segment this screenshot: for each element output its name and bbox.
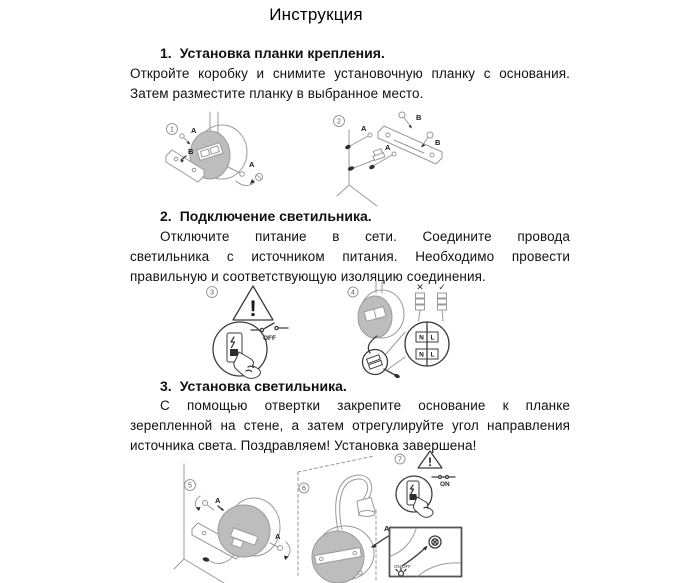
svg-text:!: ! (249, 296, 257, 321)
svg-text:✓: ✓ (438, 282, 446, 292)
power-cord-drawing (202, 555, 234, 563)
figure-4-number-badge (348, 287, 358, 297)
section-1-number: 1. (160, 45, 172, 61)
svg-text:6: 6 (302, 485, 306, 493)
body-line: правильную и соответствующую изоляцию соединения. (130, 269, 486, 284)
svg-text:L: L (430, 334, 435, 342)
lamp-base-drawing (358, 281, 404, 353)
svg-text:N: N (419, 351, 424, 359)
figure-8-detail-box (388, 526, 466, 580)
body-line: Затем разместите планку в выбранное место. (130, 86, 424, 101)
body-line: светильника с источником питания. Необходимо провести (130, 249, 570, 264)
svg-text:B: B (435, 138, 441, 147)
screw-b-right (421, 132, 441, 148)
screw-a-right (270, 532, 290, 560)
section-2-body (130, 227, 570, 287)
figure-2-number-badge (334, 116, 345, 127)
svg-text:L: L (430, 351, 435, 359)
section-2-number: 2. (160, 208, 172, 224)
svg-text:!: ! (428, 455, 432, 469)
svg-text:✕: ✕ (416, 282, 424, 292)
hand-icon (413, 497, 433, 517)
on-switch-symbol-icon (432, 476, 455, 489)
page-title: Инструкция (269, 5, 363, 24)
lamp-head-drawing (357, 498, 375, 517)
detail-box-frame (390, 528, 462, 577)
figure-2-illustration (318, 108, 453, 206)
section-2-heading (160, 208, 372, 224)
body-line: Отключите питание в сети. Соедините провода (160, 229, 570, 244)
warning-triangle-icon (233, 286, 273, 321)
section-2-title: Подключение светильника. (179, 208, 372, 224)
section-1-title: Установка планки крепления. (179, 45, 385, 61)
svg-text:OFF: OFF (263, 335, 276, 342)
wire-connector-drawing (347, 148, 385, 171)
svg-text:2: 2 (337, 118, 341, 126)
switch-press-detail (213, 322, 267, 378)
body-line: С помощью отвертки закрепите основание к планке (160, 398, 570, 413)
svg-text:A: A (191, 126, 197, 135)
svg-text:5: 5 (188, 482, 192, 490)
svg-text:N: N (419, 334, 424, 342)
off-switch-symbol-icon (251, 323, 288, 342)
figure-5-number-badge (185, 480, 196, 491)
wrong-connection-example (416, 282, 425, 321)
body-line: зерепленной на стене, а затем отрегулируйте угол направления (130, 418, 570, 433)
figure-number: 1 (170, 126, 174, 134)
terminal-zoom-big-circle (405, 322, 449, 366)
svg-text:7: 7 (398, 456, 402, 464)
warning-triangle-icon (418, 451, 442, 469)
figure-5-illustration (172, 449, 300, 583)
figure-6-number-badge (299, 483, 309, 493)
screw-b-top (399, 112, 422, 129)
svg-text:A: A (275, 532, 281, 541)
body-line: источника света. Поздравляем! Установка завершена! (130, 438, 477, 453)
body-line: Откройте коробку и снимите установочную планку с основания. (130, 66, 570, 81)
switch-press-detail (396, 476, 433, 517)
section-3-heading (160, 378, 347, 394)
hand-icon (234, 352, 261, 378)
svg-text:A: A (249, 160, 255, 169)
section-3-title: Установка светильника. (179, 378, 347, 394)
figure-7-number-badge (395, 454, 405, 464)
section-1-body (130, 64, 570, 104)
section-1-heading (160, 45, 385, 61)
section-3-number: 3. (160, 378, 172, 394)
svg-text:A: A (384, 524, 390, 533)
figure-1-illustration (152, 112, 287, 207)
svg-text:B: B (416, 113, 422, 122)
lamp-base-drawing (312, 526, 374, 583)
svg-text:4: 4 (351, 289, 355, 297)
section-3-body (130, 396, 570, 456)
figure-3-illustration (196, 283, 306, 378)
svg-text:A: A (215, 496, 221, 505)
magnifier-leader-lines (386, 332, 405, 370)
screw-a-right (228, 160, 263, 186)
svg-text:A: A (361, 124, 367, 133)
svg-text:ON: ON (440, 481, 450, 488)
svg-text:A: A (385, 143, 391, 152)
svg-text:3: 3 (210, 289, 214, 297)
figure-7-illustration (394, 449, 506, 537)
figure-4-illustration (345, 281, 455, 378)
figure-3-number-badge (207, 287, 218, 298)
svg-text:B: B (188, 147, 194, 156)
right-connection-example (438, 282, 447, 321)
figure-1-number-badge (167, 124, 178, 135)
screw-a-left (195, 496, 224, 511)
lamp-base-drawing (218, 498, 280, 557)
on-off-label: ON OFF (394, 564, 411, 569)
